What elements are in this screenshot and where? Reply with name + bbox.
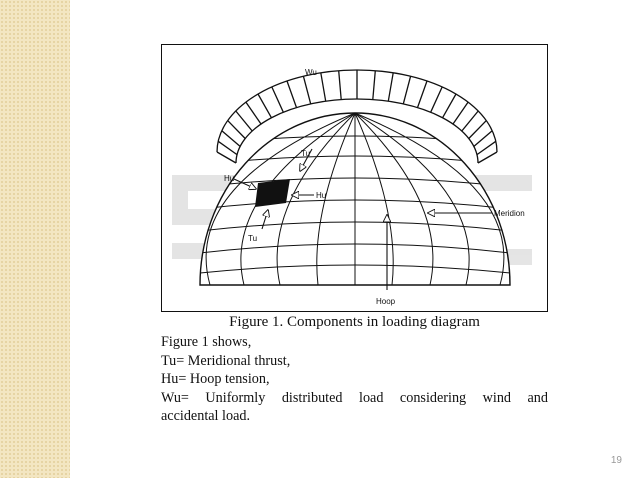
label-hu-right: Hu	[316, 191, 327, 200]
arch-segment-line	[373, 71, 376, 100]
arch-segment-line	[474, 131, 492, 147]
arch-segment-line	[453, 102, 468, 124]
arch-segment-line	[431, 87, 443, 112]
loading-diagram-figure	[161, 44, 548, 312]
arch-segment-line	[228, 121, 246, 139]
arch-segment-line	[217, 152, 236, 163]
body-line-3: Hu= Hoop tension,	[161, 371, 270, 387]
label-hoop: Hoop	[376, 297, 396, 306]
body-line-2: Tu= Meridional thrust,	[161, 352, 291, 369]
arch-segment-line	[321, 73, 326, 101]
decorative-side-strip	[0, 0, 70, 478]
dome-diagram	[162, 45, 548, 312]
label-tu-bottom: Tu	[248, 234, 258, 243]
body-line-4a: Wu= Uniformly distributed load considering wind and	[161, 389, 548, 406]
label-hu-left: Hu	[224, 174, 235, 183]
arch-segment-line	[218, 141, 237, 154]
arch-segment-line	[418, 81, 428, 108]
page-number: 19	[610, 455, 622, 466]
arch-segment-line	[222, 131, 240, 147]
arch-segment-line	[462, 111, 478, 131]
arch-segment-line	[303, 76, 310, 104]
body-text	[161, 333, 548, 426]
label-meridion: Meridion	[494, 209, 525, 218]
arch-segment-line	[478, 152, 497, 163]
shaded-element	[255, 179, 290, 207]
dome	[200, 113, 510, 285]
arch-segment-line	[403, 76, 410, 104]
arch-segment-line	[287, 81, 297, 108]
arch-segment-line	[477, 141, 496, 154]
arch-segment-line	[236, 111, 252, 131]
label-tu-top: Tu	[301, 149, 311, 158]
body-line-1: Figure 1 shows,	[161, 334, 252, 350]
arch-segment-line	[246, 102, 261, 124]
arch-segment-line	[339, 71, 342, 100]
arch-segment-line	[272, 87, 284, 112]
arch-segment-line	[388, 73, 393, 101]
figure-caption: Figure 1. Components in loading diagram	[229, 314, 480, 330]
arch-segment-line	[258, 94, 271, 118]
body-line-4b: accidental load.	[161, 408, 251, 424]
arch-segment-line	[443, 94, 456, 118]
label-wu: Wu	[305, 68, 317, 77]
arch-segment-line	[469, 121, 487, 139]
